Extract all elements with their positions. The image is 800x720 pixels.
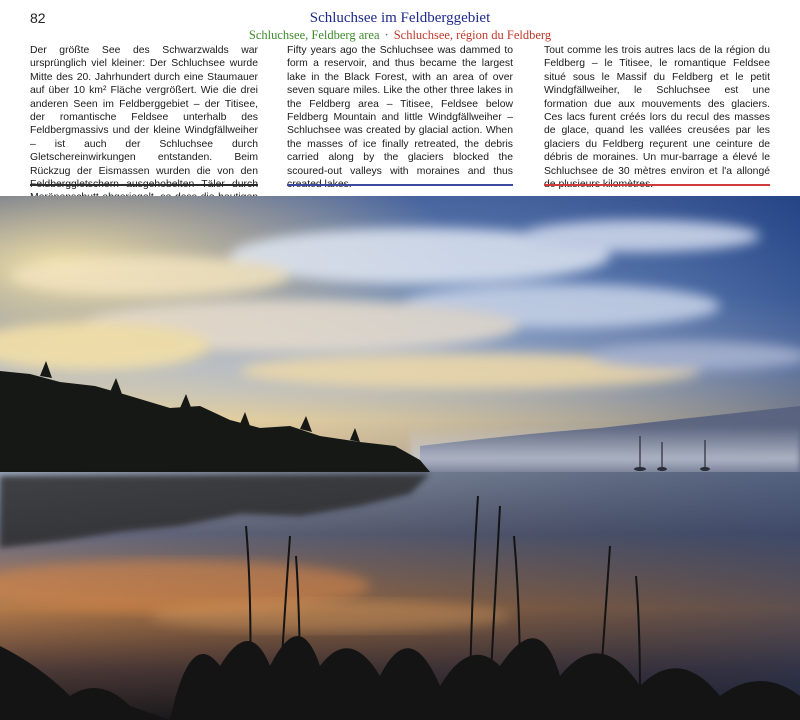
text-columns (0, 44, 800, 194)
french-column-rule (544, 184, 770, 186)
page-subtitle (240, 28, 560, 43)
german-text: Der größte See des Schwarzwalds war ursprünglich viel kleiner: Der Schluchsee wurde Mitte des 20. Jahrhundert durch eine Staumauer auf über 10 km² Fläche vergrößert. Wie die drei anderen Seen im Feldberggebiet – der Titisee, der romantische Feldsee unterhalb des Feldbergmassivs und der kleine Windgfällweiher – ist auch der Schluchsee durch Gletschereinwirkungen entstanden. Beim Rückzug der Eismassen wurden die von den (30, 45, 258, 177)
subtitle-english: Schluchsee, Feldberg area (248, 28, 380, 42)
page-number: 82 (30, 10, 46, 26)
subtitle-separator: · (384, 28, 389, 42)
english-text: Fifty years ago the Schluchsee was dammed to form a reservoir, and thus became the largest lake in the Black Forest, with an area of over seven square miles. Like the other three lakes in the Feldberg area – Titisee, Feldsee below Feldberg Mountain and little Windgfällweiher – Schluchsee was created by glacial action. When the masses of ice finally retreated, the debris carried along by the glaciers blocked the scoured-out valleys with moraines and thus (287, 45, 513, 177)
page-title: Schluchsee im Feldberggebiet (309, 10, 491, 26)
lake-photo-illustration (0, 196, 800, 720)
german-column-rule (30, 184, 258, 186)
page-header (240, 10, 560, 43)
english-column-rule (287, 184, 513, 186)
lake-photograph (0, 196, 800, 720)
french-text: Tout comme les trois autres lacs de la région du Feldberg – le Titisee, le romantique Feldsee situé sous le Massif du Feldberg et le petit Windgfällweiher, le Schluchsee est une formation due aux mouvements des glaciers. Ces lacs furent créés lors du recul des masses de glace, quand les vallées creusées par les glaciers du Feldberg reçurent une ceinture de débris de moraines. Un mur-barrage a élevé le Schluchsee de 30 mètres environ et l'a allongé (544, 45, 770, 177)
subtitle-french: Schluchsee, région du Feldberg (393, 28, 552, 42)
